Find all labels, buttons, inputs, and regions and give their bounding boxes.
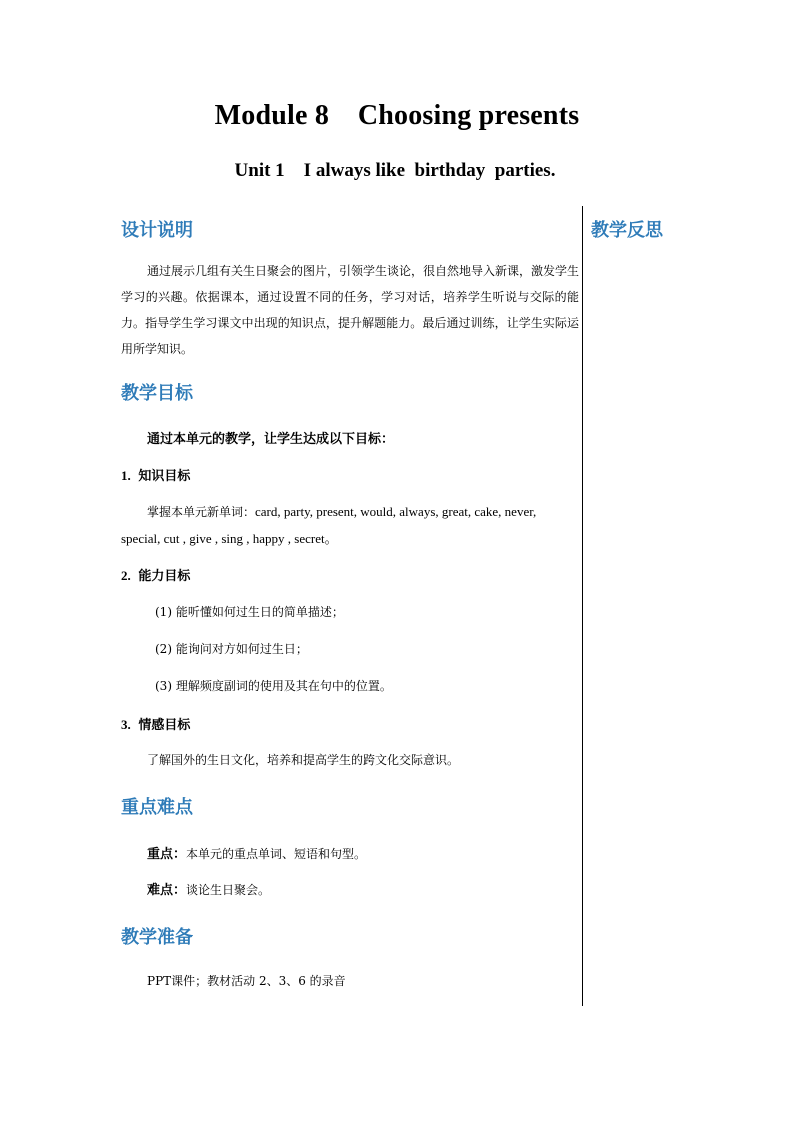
emotion-goal-title: [121, 714, 190, 733]
emotion-goal-text: 了解国外的生日文化，培养和提高学生的跨文化交际意识。: [147, 753, 460, 767]
ability-item: (2) 能询问对方如何过生日；: [155, 642, 308, 656]
difficult-point-line: [147, 879, 270, 898]
emotion-goal-label: 情感目标: [138, 718, 191, 733]
goals-intro: 通过本单元的教学，让学生达成以下目标：: [147, 432, 395, 447]
page-subtitle: Unit 1 I always like birthday parties.: [234, 160, 556, 181]
knowledge-words: card, party, present, would, always, great, cake, never,: [255, 504, 537, 519]
emotion-goal-number: 3.: [121, 717, 131, 732]
ability-goal-title: [121, 565, 190, 584]
difficult-point-text: 谈论生日聚会。: [186, 883, 271, 897]
knowledge-goal-label: 知识目标: [138, 469, 191, 484]
column-divider: [582, 206, 583, 1006]
reflection-heading: 教学反思: [591, 220, 663, 241]
ability-item: (1) 能听懂如何过生日的简单描述；: [155, 605, 344, 619]
preparation-heading: 教学准备: [121, 927, 193, 948]
page-title: Module 8 Choosing presents: [214, 100, 580, 131]
knowledge-line-2: special, cut , give , sing , happy , secret。: [121, 531, 338, 546]
goals-heading: 教学目标: [121, 383, 193, 404]
ability-item: (3) 理解频度副词的使用及其在句中的位置。: [155, 679, 392, 693]
difficult-point-label: 难点：: [147, 883, 187, 898]
knowledge-goal-number: 1.: [121, 468, 131, 483]
key-point-line: [147, 843, 366, 862]
key-points-heading: 重点难点: [121, 797, 193, 818]
design-paragraph: 通过展示几组有关生日聚会的图片，引领学生谈论，很自然地导入新课，激发学生学习的兴趣。依据课本，通过设置不同的任务，学习对话，培养学生听说与交际的能力。指导学生学习课文中出现的知识点，提升解题能力。最后通过训练，让学生实际运用所学知识。: [121, 264, 580, 356]
knowledge-line-1: [147, 503, 536, 520]
knowledge-goal-title: [121, 465, 190, 484]
ability-goal-number: 2.: [121, 568, 131, 583]
preparation-text: PPT课件；教材活动 2、3、6 的录音: [147, 974, 346, 988]
knowledge-prefix: 掌握本单元新单词：: [147, 505, 256, 519]
key-point-text: 本单元的重点单词、短语和句型。: [186, 847, 367, 861]
design-heading: 设计说明: [121, 220, 193, 241]
key-point-label: 重点：: [147, 847, 187, 862]
ability-goal-label: 能力目标: [138, 569, 191, 584]
